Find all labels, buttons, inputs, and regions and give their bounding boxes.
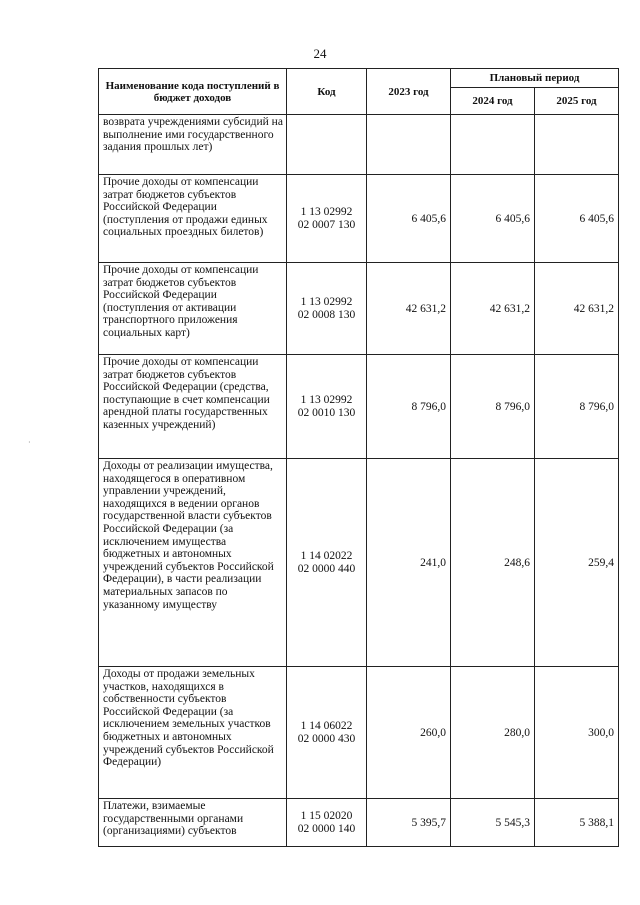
table-body xyxy=(99,115,619,847)
value-2023: 42 631,2 xyxy=(367,263,451,355)
table-row xyxy=(99,175,619,263)
value-2025: 42 631,2 xyxy=(535,263,619,355)
value-2025: 6 405,6 xyxy=(535,175,619,263)
header-year-2023: 2023 год xyxy=(367,69,451,115)
value-2025: 259,4 xyxy=(535,459,619,667)
value-2025: 300,0 xyxy=(535,667,619,799)
code-part-2: 02 0000 140 xyxy=(297,822,356,835)
header-plan-period: Плановый период xyxy=(451,69,619,88)
row-name: Платежи, взимаемые государственными органами (организациями) субъектов xyxy=(99,799,287,847)
row-name: Прочие доходы от компенсации затрат бюджетов субъектов Российской Федерации (поступления от продажи единых социальных проездных билетов) xyxy=(99,175,287,263)
table-row xyxy=(99,355,619,459)
code-part-2: 02 0008 130 xyxy=(297,308,356,321)
row-name: Доходы от реализации имущества, находящегося в оперативном управлении учреждений, находящихся в ведении органов государственной власти субъектов Российской Федерации (за исключением имущества бюджетных и автономных учреждений субъектов Российской Федерации), в части реализации материальных запасов по указанному имуществу xyxy=(99,459,287,667)
value-2023: 6 405,6 xyxy=(367,175,451,263)
table-row xyxy=(99,667,619,799)
value-2024: 280,0 xyxy=(451,667,535,799)
value-2025 xyxy=(535,115,619,175)
row-name: Доходы от продажи земельных участков, находящихся в собственности субъектов Российской Федерации (за исключением земельных участков бюджетных и автономных учреждений субъектов Российской Федерации) xyxy=(99,667,287,799)
header-name: Наименование кода поступлений в бюджет доходов xyxy=(99,69,287,115)
value-2023: 8 796,0 xyxy=(367,355,451,459)
row-code xyxy=(287,667,367,799)
code-part-2: 02 0000 430 xyxy=(297,732,356,745)
margin-mark: · xyxy=(28,438,31,447)
value-2025: 5 388,1 xyxy=(535,799,619,847)
header-code: Код xyxy=(287,69,367,115)
code-part-1: 1 15 02020 xyxy=(300,809,353,822)
code-part-1: 1 13 02992 xyxy=(300,295,353,308)
code-part-1: 1 13 02992 xyxy=(300,205,353,218)
row-code xyxy=(287,263,367,355)
table-row xyxy=(99,263,619,355)
code-part-1: 1 13 02992 xyxy=(300,393,353,406)
value-2024: 8 796,0 xyxy=(451,355,535,459)
table-row xyxy=(99,799,619,847)
value-2024: 248,6 xyxy=(451,459,535,667)
value-2024: 42 631,2 xyxy=(451,263,535,355)
value-2024: 5 545,3 xyxy=(451,799,535,847)
code-part-1: 1 14 02022 xyxy=(300,549,353,562)
code-part-2: 02 0010 130 xyxy=(297,406,356,419)
table-row xyxy=(99,115,619,175)
code-part-2: 02 0000 440 xyxy=(297,562,356,575)
row-code xyxy=(287,115,367,175)
row-code xyxy=(287,175,367,263)
value-2023: 5 395,7 xyxy=(367,799,451,847)
row-name: возврата учреждениями субсидий на выполнение ими государственного задания прошлых лет) xyxy=(99,115,287,175)
value-2024 xyxy=(451,115,535,175)
header-year-2024: 2024 год xyxy=(451,88,535,115)
code-part-2: 02 0007 130 xyxy=(297,218,356,231)
table-header xyxy=(99,69,619,115)
revenue-table xyxy=(98,68,619,847)
header-year-2025: 2025 год xyxy=(535,88,619,115)
code-part-1: 1 14 06022 xyxy=(300,719,353,732)
row-code xyxy=(287,799,367,847)
table-row xyxy=(99,459,619,667)
value-2023: 241,0 xyxy=(367,459,451,667)
row-name: Прочие доходы от компенсации затрат бюджетов субъектов Российской Федерации (поступления от активации транспортного приложения социальных карт) xyxy=(99,263,287,355)
page-number: 24 xyxy=(313,46,327,61)
row-name: Прочие доходы от компенсации затрат бюджетов субъектов Российской Федерации (средства, поступающие в счет компенсации арендной платы государственных казенных учреждений) xyxy=(99,355,287,459)
value-2025: 8 796,0 xyxy=(535,355,619,459)
row-code xyxy=(287,355,367,459)
value-2024: 6 405,6 xyxy=(451,175,535,263)
value-2023 xyxy=(367,115,451,175)
value-2023: 260,0 xyxy=(367,667,451,799)
row-code xyxy=(287,459,367,667)
